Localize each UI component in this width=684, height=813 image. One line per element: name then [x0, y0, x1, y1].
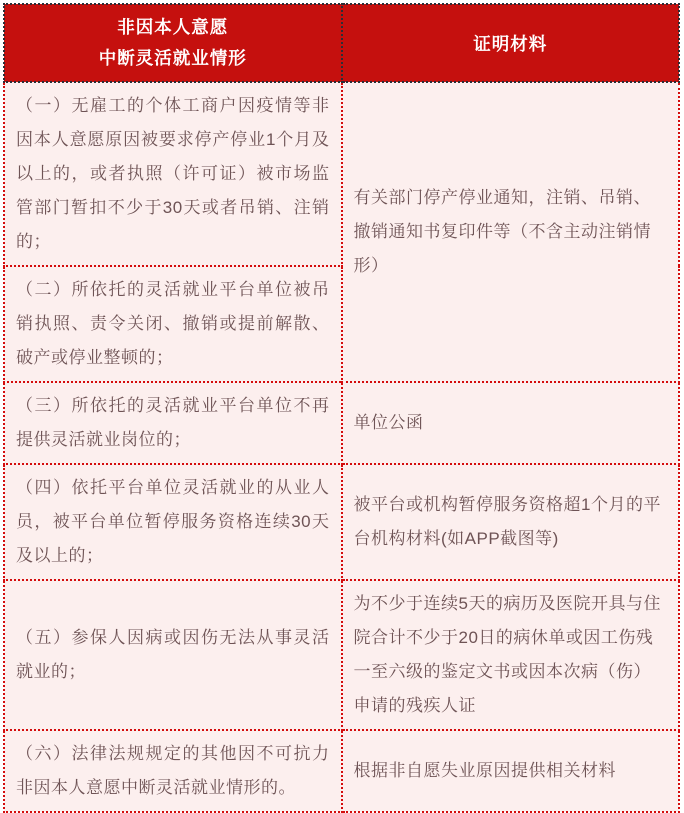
table-row [4, 382, 679, 464]
situation-cell-6: （六）法律法规规定的其他因不可抗力非因本人意愿中断灵活就业情形的。 [4, 730, 342, 812]
table-header-row [4, 4, 679, 82]
header-situation-column [4, 4, 342, 82]
flexible-employment-policy-table [3, 3, 680, 813]
situation-cell-4: （四）依托平台单位灵活就业的从业人员，被平台单位暂停服务资格连续30天及以上的； [4, 464, 342, 580]
material-cell-4: 被平台或机构暂停服务资格超1个月的平台机构材料(如APP截图等) [342, 464, 680, 580]
table-row [4, 82, 679, 266]
situation-cell-3: （三）所依托的灵活就业平台单位不再提供灵活就业岗位的； [4, 382, 342, 464]
situation-cell-2: （二）所依托的灵活就业平台单位被吊销执照、责令关闭、撤销或提前解散、破产或停业整顿的； [4, 266, 342, 382]
material-cell-6: 根据非自愿失业原因提供相关材料 [342, 730, 680, 812]
table-row [4, 580, 679, 730]
material-cell-3: 单位公函 [342, 382, 680, 464]
situation-cell-5: （五）参保人因病或因伤无法从事灵活就业的； [4, 580, 342, 730]
header-situation-line1: 非因本人意愿 [117, 17, 229, 37]
table-row [4, 730, 679, 812]
header-situation-line2: 中断灵活就业情形 [98, 48, 247, 68]
table-row [4, 464, 679, 580]
header-material-column: 证明材料 [342, 4, 680, 82]
material-cell-1-2: 有关部门停产停业通知，注销、吊销、撤销通知书复印件等（不含主动注销情形） [342, 82, 680, 382]
situation-cell-1: （一）无雇工的个体工商户因疫情等非因本人意愿原因被要求停产停业1个月及以上的，或者执照（许可证）被市场监管部门暂扣不少于30天或者吊销、注销的； [4, 82, 342, 266]
material-cell-5: 为不少于连续5天的病历及医院开具与住院合计不少于20日的病休单或因工伤残一至六级的鉴定文书或因本次病（伤）申请的残疾人证 [342, 580, 680, 730]
